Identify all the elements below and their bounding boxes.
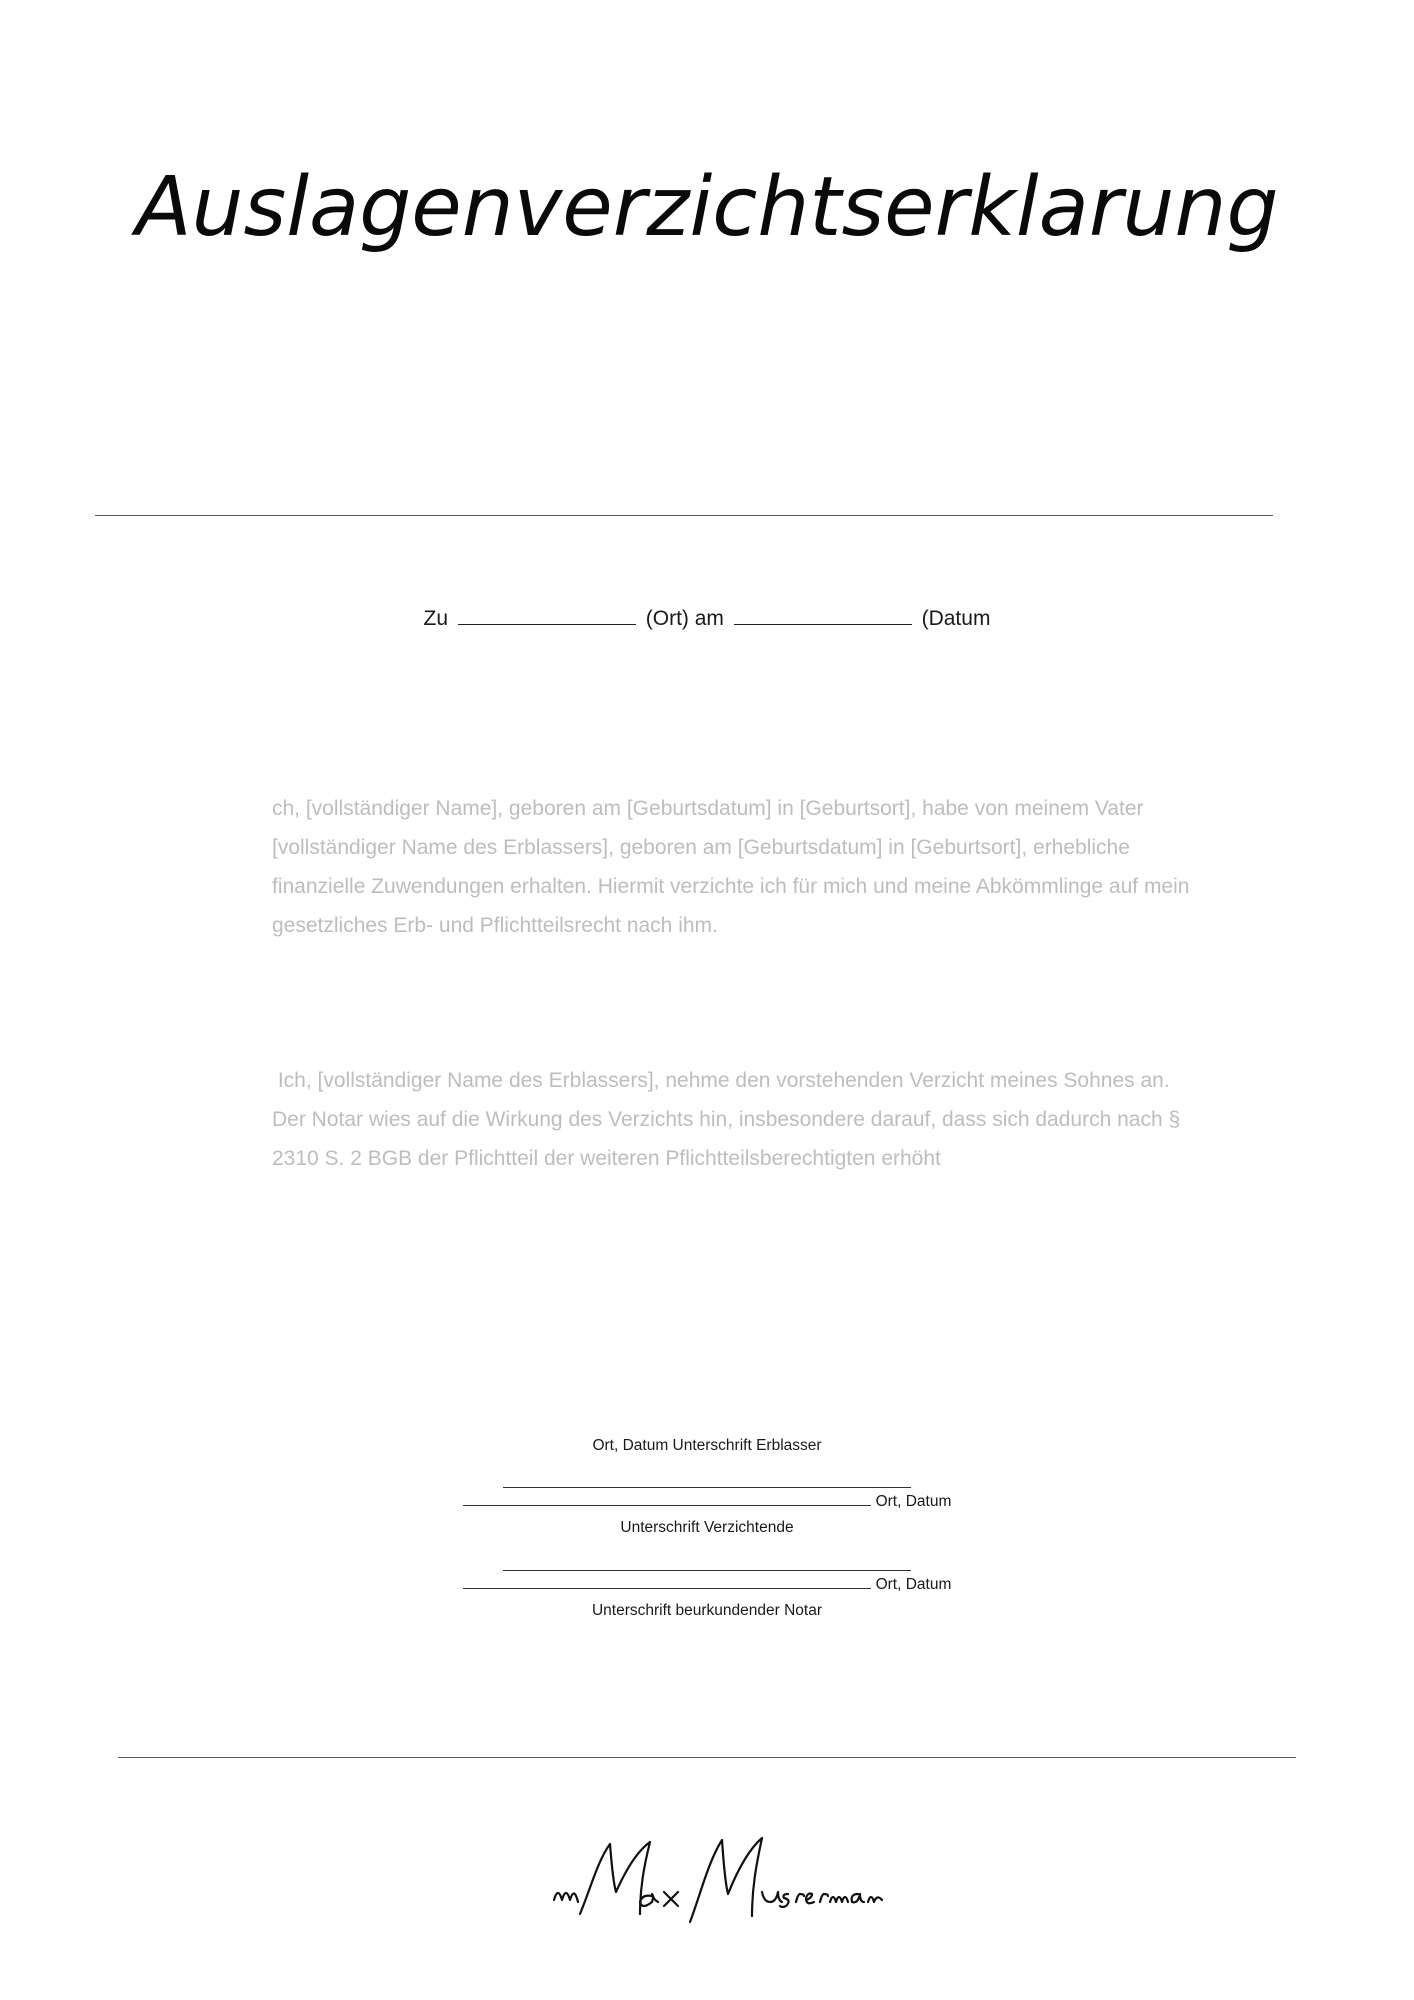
signature-label-erblasser: Ort, Datum Unterschrift Erblasser	[592, 1437, 822, 1454]
ort-datum-label-1: Ort, Datum	[875, 1493, 952, 1510]
ort-datum-line-1	[0, 1491, 1414, 1511]
paragraph-waiver: ch, [vollständiger Name], geboren am [Geburtsdatum] in [Geburtsort], habe von meinem Vater [vollständiger Name des Erblassers], geboren am [Geburtsdatum] in [Geburtsort], erhebliche finanzielle Zuwendungen erhalten. Hiermit verzichte ich für mich und meine Abkömmlinge auf mein gesetzliches Erb- und Pflichtteilsrecht nach ihm.	[272, 797, 1190, 937]
ort-datum-label-2: Ort, Datum	[875, 1576, 952, 1593]
signature-label-verzichtende: Unterschrift Verzichtende	[620, 1519, 794, 1536]
date-suffix: (Datum	[921, 607, 991, 630]
place-blank	[458, 606, 636, 625]
paragraph-acceptance: Ich, [vollständiger Name des Erblassers], nehme den vorstehenden Verzicht meines Sohnes an. Der Notar wies auf die Wirkung des Verzichts hin, insbesondere darauf, dass sich dadurch nach § 2310 S. 2 BGB der Pflichtteil der weiteren Pflichtteilsberechtigten erhöht	[272, 1069, 1186, 1170]
bottom-divider	[118, 1757, 1296, 1758]
ort-datum-underline-1	[463, 1491, 871, 1506]
ort-datum-line-2	[0, 1574, 1414, 1594]
ort-datum-underline-2	[463, 1574, 871, 1589]
place-date-prefix: Zu	[423, 607, 449, 630]
signature-label-notar: Unterschrift beurkundender Notar	[591, 1602, 823, 1619]
place-date-line	[0, 606, 1414, 631]
handwritten-signature	[540, 1830, 900, 1930]
document-title: Auslagenverzichtserklarung	[135, 160, 1279, 255]
place-suffix: (Ort) am	[645, 607, 724, 630]
top-divider	[95, 515, 1273, 516]
date-blank	[734, 606, 912, 625]
